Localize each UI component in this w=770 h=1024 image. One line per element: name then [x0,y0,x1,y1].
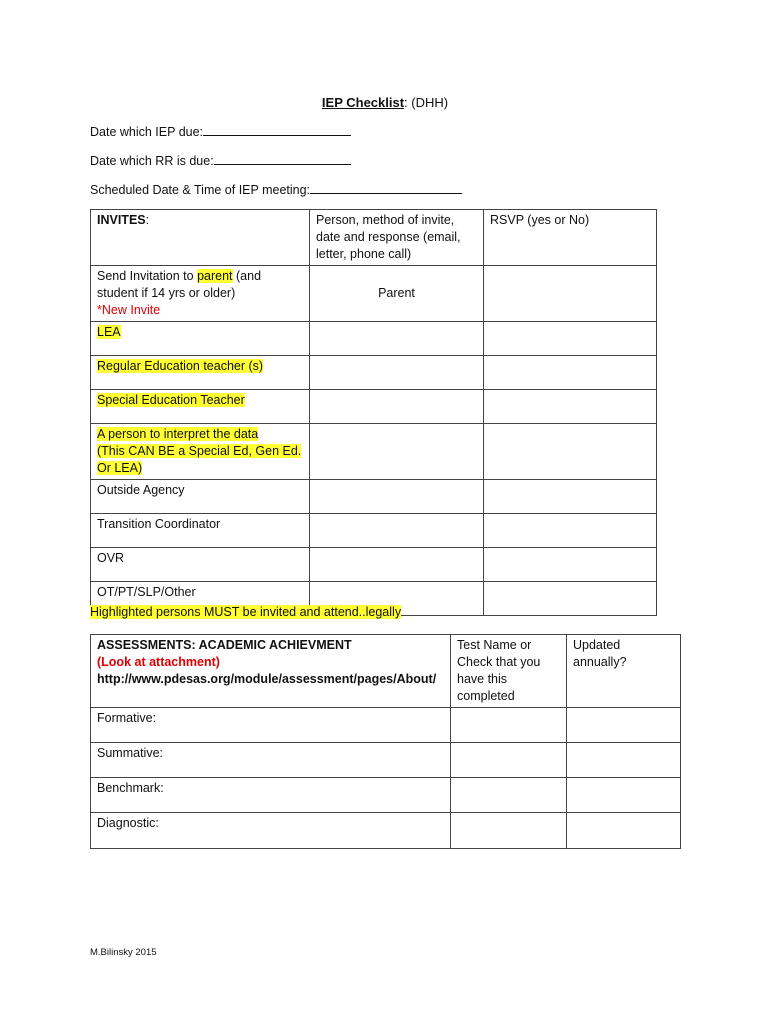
transition-person-cell[interactable] [310,514,484,548]
lea-rsvp-cell[interactable] [484,322,657,356]
assessments-heading: ASSESSMENTS: ACADEMIC ACHIEVMENT [97,638,352,652]
interpreter-person-cell[interactable] [310,424,484,480]
meeting-row [90,181,462,197]
invites-heading: INVITES [97,213,146,227]
ovr-rsvp-cell[interactable] [484,548,657,582]
rr-due-label: Date which RR is due: [90,154,214,168]
diagnostic-updated-cell[interactable] [567,813,681,849]
assessments-header-row [91,635,681,708]
ovr-cell: OVR [91,548,310,582]
interpreter-line-3: Or LEA) [97,461,143,475]
table-row [91,266,657,322]
ot-rsvp-cell[interactable] [484,582,657,616]
meeting-label: Scheduled Date & Time of IEP meeting: [90,183,311,197]
lea-cell [91,322,310,356]
table-row [91,813,681,849]
table-row [91,778,681,813]
transition-rsvp-cell[interactable] [484,514,657,548]
formative-updated-cell[interactable] [567,708,681,743]
special-ed-person-cell[interactable] [310,390,484,424]
iep-due-label: Date which IEP due: [90,125,204,139]
diagnostic-test-cell[interactable] [451,813,567,849]
parent-invite-cell [91,266,310,322]
interpreter-line-2: (This CAN BE a Special Ed, Gen Ed. [97,444,302,458]
benchmark-updated-cell[interactable] [567,778,681,813]
table-row [91,548,657,582]
title-main: IEP Checklist [321,95,405,110]
parent-highlight: parent [197,269,233,283]
parent-rsvp-cell[interactable] [484,266,657,322]
parent-invite-pre: Send Invitation to [97,269,198,283]
outside-agency-rsvp-cell[interactable] [484,480,657,514]
special-ed-label: Special Education Teacher [97,393,245,407]
footer-credit: M.Bilinsky 2015 [90,947,157,958]
reg-ed-rsvp-cell[interactable] [484,356,657,390]
summative-cell: Summative: [91,743,451,778]
invites-header-col2: Person, method of invite, date and response (email, letter, phone call) [310,210,484,266]
ovr-person-cell[interactable] [310,548,484,582]
invites-heading-colon: : [145,213,150,227]
assessments-header-col2: Test Name or Check that you have this completed [451,635,567,708]
reg-ed-person-cell[interactable] [310,356,484,390]
iep-due-field[interactable] [203,123,351,136]
rr-due-row [90,152,351,168]
reg-ed-cell [91,356,310,390]
formative-test-cell[interactable] [451,708,567,743]
table-row [91,743,681,778]
lea-label: LEA [97,325,121,339]
invites-header-col1 [91,210,310,266]
summative-updated-cell[interactable] [567,743,681,778]
diagnostic-cell: Diagnostic: [91,813,451,849]
benchmark-test-cell[interactable] [451,778,567,813]
parent-invite-post: (and student if 14 yrs or older) [97,269,262,300]
table-row [91,356,657,390]
assessments-table [90,634,681,849]
interpreter-line-1: A person to interpret the data [97,427,259,441]
rr-due-field[interactable] [214,152,351,165]
legal-note [90,605,401,619]
table-row [91,514,657,548]
lea-person-cell[interactable] [310,322,484,356]
table-row [91,708,681,743]
special-ed-rsvp-cell[interactable] [484,390,657,424]
benchmark-cell: Benchmark: [91,778,451,813]
ot-cell: OT/PT/SLP/Other [91,582,310,616]
page-title [0,95,770,110]
summative-test-cell[interactable] [451,743,567,778]
attachment-note: (Look at attachment) [97,655,220,669]
reg-ed-label: Regular Education teacher (s) [97,359,264,373]
table-row [91,424,657,480]
interpreter-rsvp-cell[interactable] [484,424,657,480]
invites-header-row [91,210,657,266]
table-row [91,390,657,424]
interpreter-cell [91,424,310,480]
outside-agency-person-cell[interactable] [310,480,484,514]
formative-cell: Formative: [91,708,451,743]
meeting-field[interactable] [310,181,462,194]
table-row [91,322,657,356]
title-suffix: : (DHH) [404,95,449,110]
outside-agency-cell: Outside Agency [91,480,310,514]
table-row [91,480,657,514]
transition-cell: Transition Coordinator [91,514,310,548]
assessments-header-col3: Updated annually? [567,635,681,708]
special-ed-cell [91,390,310,424]
iep-due-row [90,123,351,139]
assessments-header-col1 [91,635,451,708]
assessment-url[interactable]: http://www.pdesas.org/module/assessment/pages/About/ [97,672,437,686]
invites-table [90,209,657,616]
parent-person-cell[interactable]: Parent [310,266,484,322]
legal-note-text: Highlighted persons MUST be invited and attend..legally [90,605,402,619]
invites-header-col3: RSVP (yes or No) [484,210,657,266]
new-invite-note: *New Invite [97,303,161,317]
